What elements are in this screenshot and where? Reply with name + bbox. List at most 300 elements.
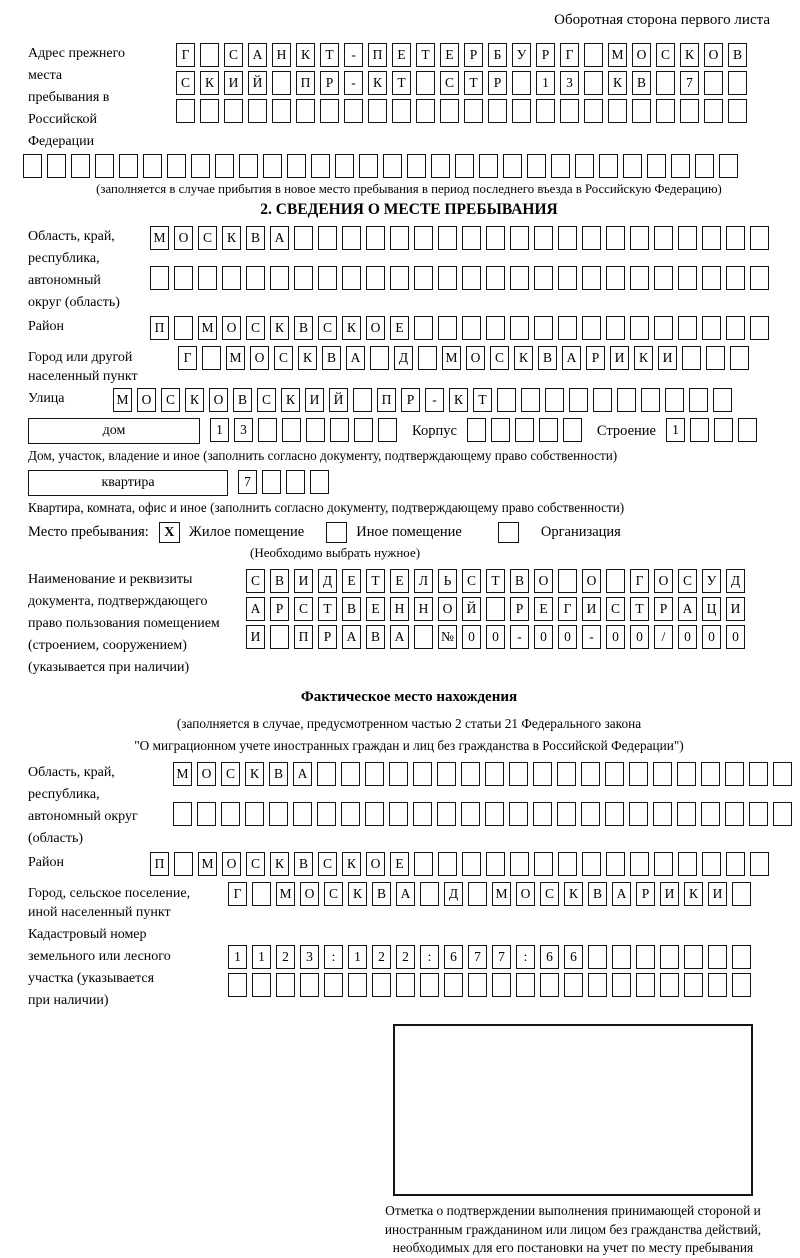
kadastr-row2: [228, 973, 790, 997]
form-cell: И: [660, 882, 679, 906]
s2-gorod-row: [28, 346, 790, 386]
form-cell: Н: [272, 43, 291, 67]
prev-address-rows: [176, 43, 790, 127]
form-cell: В: [366, 625, 385, 649]
form-cell: Г: [178, 346, 197, 370]
form-cell: [654, 852, 673, 876]
form-cell: [330, 418, 349, 442]
form-cell: [684, 973, 703, 997]
fact-gorod-cells: [228, 882, 756, 906]
form-cell: И: [726, 597, 745, 621]
form-cell: [510, 852, 529, 876]
form-cell: У: [512, 43, 531, 67]
form-cell: [678, 266, 697, 290]
form-cell: И: [708, 882, 727, 906]
form-cell: Е: [366, 597, 385, 621]
form-cell: С: [294, 597, 313, 621]
fact-oblast-label: Область, край, республика, автономный округ (область): [28, 765, 138, 846]
form-cell: [270, 625, 289, 649]
form-cell: М: [198, 852, 217, 876]
form-cell: [606, 316, 625, 340]
form-cell: [558, 316, 577, 340]
form-cell: [272, 99, 291, 123]
form-cell: [653, 802, 672, 826]
form-cell: М: [198, 316, 217, 340]
form-cell: В: [246, 226, 265, 250]
form-cell: [682, 346, 701, 370]
form-cell: [318, 266, 337, 290]
form-cell: [545, 388, 564, 412]
form-cell: [198, 266, 217, 290]
form-cell: [551, 154, 570, 178]
form-cell: [485, 802, 504, 826]
form-cell: 6: [564, 945, 583, 969]
form-cell: [726, 226, 745, 250]
form-cell: П: [150, 852, 169, 876]
form-cell: [515, 418, 534, 442]
form-cell: [558, 569, 577, 593]
form-cell: [167, 154, 186, 178]
form-cell: [593, 388, 612, 412]
form-cell: [569, 388, 588, 412]
form-cell: [660, 945, 679, 969]
form-cell: [750, 266, 769, 290]
form-cell: [630, 852, 649, 876]
form-cell: [270, 266, 289, 290]
form-cell: [464, 99, 483, 123]
form-cell: [684, 945, 703, 969]
form-cell: [455, 154, 474, 178]
form-cell: [632, 99, 651, 123]
form-cell: [341, 802, 360, 826]
form-cell: [630, 266, 649, 290]
s2-raion-label: Район: [28, 319, 64, 334]
form-cell: [239, 154, 258, 178]
form-cell: [370, 346, 389, 370]
form-cell: [706, 346, 725, 370]
form-cell: 1: [210, 418, 229, 442]
form-cell: [558, 852, 577, 876]
form-cell: [536, 99, 555, 123]
fact-oblast-rows: [173, 762, 797, 830]
form-cell: В: [322, 346, 341, 370]
form-cell: [617, 388, 636, 412]
form-cell: И: [294, 569, 313, 593]
form-cell: 0: [462, 625, 481, 649]
form-cell: :: [516, 945, 535, 969]
form-cell: [582, 852, 601, 876]
document-label: Наименование и реквизиты документа, подтверждающего право пользования помещением (строением, сооружением) (указывается при наличии): [28, 572, 220, 675]
form-cell: [728, 71, 747, 95]
form-cell: К: [564, 882, 583, 906]
form-cell: 3: [234, 418, 253, 442]
section2-title: 2. СВЕДЕНИЯ О МЕСТЕ ПРЕБЫВАНИЯ: [260, 201, 558, 218]
form-cell: [689, 388, 708, 412]
form-cell: [215, 154, 234, 178]
kadastr-rows: [228, 924, 790, 1001]
form-cell: [708, 945, 727, 969]
form-cell: Т: [630, 597, 649, 621]
form-cell: Е: [392, 43, 411, 67]
form-cell: [320, 99, 339, 123]
stroenie-cells: [666, 418, 762, 442]
form-cell: [701, 762, 720, 786]
form-cell: Р: [270, 597, 289, 621]
form-cell: К: [245, 762, 264, 786]
form-cell: [654, 226, 673, 250]
form-cell: [486, 266, 505, 290]
form-cell: 1: [348, 945, 367, 969]
form-cell: [176, 99, 195, 123]
form-cell: [702, 226, 721, 250]
form-cell: [510, 266, 529, 290]
form-cell: С: [176, 71, 195, 95]
document-rows: [246, 569, 790, 653]
form-cell: [557, 802, 576, 826]
residence-option-org-label: Организация: [540, 524, 621, 540]
fact-raion-label: Район: [28, 855, 64, 870]
form-cell: -: [582, 625, 601, 649]
form-cell: С: [246, 569, 265, 593]
form-cell: К: [368, 71, 387, 95]
form-cell: [200, 99, 219, 123]
form-cell: [584, 99, 603, 123]
form-cell: [773, 802, 792, 826]
form-cell: [468, 882, 487, 906]
form-cell: [497, 388, 516, 412]
residence-type-row: [28, 522, 790, 543]
form-cell: Т: [366, 569, 385, 593]
form-cell: [534, 852, 553, 876]
form-cell: [605, 802, 624, 826]
form-cell: И: [610, 346, 629, 370]
form-cell: [414, 266, 433, 290]
form-cell: [612, 973, 631, 997]
form-cell: Б: [488, 43, 507, 67]
form-cell: Е: [390, 852, 409, 876]
form-cell: [730, 346, 749, 370]
form-cell: [143, 154, 162, 178]
form-cell: В: [632, 71, 651, 95]
kvartira-box: квартира: [28, 470, 228, 496]
form-cell: Е: [440, 43, 459, 67]
form-cell: [534, 266, 553, 290]
form-cell: [224, 99, 243, 123]
form-cell: [378, 418, 397, 442]
form-cell: [366, 226, 385, 250]
form-cell: В: [588, 882, 607, 906]
registration-stamp-box: [393, 1024, 753, 1196]
form-cell: С: [440, 71, 459, 95]
form-cell: [348, 973, 367, 997]
form-cell: Р: [318, 625, 337, 649]
form-cell: [599, 154, 618, 178]
form-cell: [269, 802, 288, 826]
form-cell: О: [300, 882, 319, 906]
form-cell: [461, 802, 480, 826]
form-cell: [641, 388, 660, 412]
residence-type-note: (Необходимо выбрать нужное): [250, 545, 421, 560]
form-cell: [413, 762, 432, 786]
form-cell: 6: [444, 945, 463, 969]
form-cell: [732, 882, 751, 906]
form-cell: С: [274, 346, 293, 370]
form-cell: С: [198, 226, 217, 250]
residence-type-label: Место пребывания:: [28, 524, 149, 540]
form-cell: :: [420, 945, 439, 969]
form-cell: 7: [238, 470, 257, 494]
form-cell: И: [246, 625, 265, 649]
form-cell: [174, 316, 193, 340]
form-cell: А: [612, 882, 631, 906]
form-cell: К: [342, 852, 361, 876]
form-cell: [119, 154, 138, 178]
form-cell: [584, 43, 603, 67]
form-cell: Е: [390, 316, 409, 340]
s2-oblast-label: Область, край, республика, автономный округ (область): [28, 229, 120, 310]
form-cell: 0: [726, 625, 745, 649]
form-cell: А: [246, 597, 265, 621]
form-cell: С: [224, 43, 243, 67]
form-cell: К: [298, 346, 317, 370]
form-cell: [485, 762, 504, 786]
form-cell: М: [276, 882, 295, 906]
form-cell: Г: [558, 597, 577, 621]
form-cell: [732, 945, 751, 969]
form-cell: [414, 316, 433, 340]
form-cell: [588, 945, 607, 969]
form-cell: И: [582, 597, 601, 621]
form-cell: С: [161, 388, 180, 412]
form-cell: [372, 973, 391, 997]
residence-option-inoe-checkbox: [326, 522, 347, 543]
form-cell: К: [185, 388, 204, 412]
form-cell: [389, 802, 408, 826]
form-cell: [636, 945, 655, 969]
form-cell: [418, 346, 437, 370]
form-cell: [479, 154, 498, 178]
s2-raion-cells: [150, 316, 774, 340]
form-cell: И: [305, 388, 324, 412]
form-cell: П: [150, 316, 169, 340]
form-cell: Н: [390, 597, 409, 621]
form-cell: [509, 762, 528, 786]
form-cell: [318, 226, 337, 250]
form-cell: Г: [630, 569, 649, 593]
form-cell: 1: [666, 418, 685, 442]
form-cell: [606, 266, 625, 290]
form-cell: М: [150, 226, 169, 250]
form-cell: [245, 802, 264, 826]
form-cell: С: [656, 43, 675, 67]
form-cell: 0: [702, 625, 721, 649]
form-cell: О: [209, 388, 228, 412]
form-cell: Т: [318, 597, 337, 621]
form-cell: [582, 316, 601, 340]
form-cell: [390, 226, 409, 250]
form-cell: [413, 802, 432, 826]
form-cell: [563, 418, 582, 442]
form-cell: Т: [416, 43, 435, 67]
form-cell: С: [462, 569, 481, 593]
form-cell: [414, 852, 433, 876]
fact-oblast-row1: [173, 762, 797, 786]
form-cell: [656, 71, 675, 95]
form-cell: [534, 226, 553, 250]
form-cell: О: [438, 597, 457, 621]
form-cell: Д: [726, 569, 745, 593]
form-cell: [702, 266, 721, 290]
form-cell: [317, 802, 336, 826]
form-cell: [653, 762, 672, 786]
form-cell: [608, 99, 627, 123]
form-cell: Л: [414, 569, 433, 593]
form-cell: А: [396, 882, 415, 906]
prev-address-row2: [176, 71, 790, 95]
form-cell: В: [728, 43, 747, 67]
form-cell: [462, 852, 481, 876]
form-cell: [702, 316, 721, 340]
form-cell: [534, 316, 553, 340]
form-cell: [365, 802, 384, 826]
form-cell: [197, 802, 216, 826]
form-cell: К: [270, 316, 289, 340]
form-cell: [366, 266, 385, 290]
form-cell: [390, 266, 409, 290]
form-cell: Т: [320, 43, 339, 67]
form-cell: [701, 802, 720, 826]
form-cell: В: [510, 569, 529, 593]
prev-address-row3: [176, 99, 790, 123]
s2-ulitsa-cells: [113, 388, 737, 412]
form-cell: [276, 973, 295, 997]
form-cell: О: [366, 316, 385, 340]
form-cell: С: [246, 852, 265, 876]
form-cell: [516, 973, 535, 997]
form-cell: [440, 99, 459, 123]
form-cell: [438, 266, 457, 290]
form-cell: В: [269, 762, 288, 786]
form-cell: С: [318, 316, 337, 340]
form-cell: Д: [318, 569, 337, 593]
form-cell: Е: [534, 597, 553, 621]
form-cell: С: [540, 882, 559, 906]
form-cell: [174, 852, 193, 876]
dom-cells: [210, 418, 402, 442]
form-cell: 0: [606, 625, 625, 649]
form-cell: [23, 154, 42, 178]
form-cell: [293, 802, 312, 826]
form-cell: [437, 762, 456, 786]
form-cell: [533, 802, 552, 826]
form-cell: [750, 316, 769, 340]
document-row2: [246, 597, 790, 621]
form-cell: В: [233, 388, 252, 412]
form-cell: [444, 973, 463, 997]
dom-box: дом: [28, 418, 200, 444]
form-cell: [221, 802, 240, 826]
form-cell: С: [678, 569, 697, 593]
form-cell: [438, 226, 457, 250]
form-cell: [407, 154, 426, 178]
stroenie-label: Строение: [596, 423, 656, 439]
form-cell: А: [562, 346, 581, 370]
form-cell: [678, 226, 697, 250]
form-cell: К: [342, 316, 361, 340]
form-cell: Н: [414, 597, 433, 621]
form-cell: [728, 99, 747, 123]
form-cell: [678, 852, 697, 876]
form-cell: П: [296, 71, 315, 95]
form-cell: 7: [468, 945, 487, 969]
form-cell: А: [270, 226, 289, 250]
form-cell: -: [510, 625, 529, 649]
form-cell: О: [366, 852, 385, 876]
form-cell: [461, 762, 480, 786]
form-cell: О: [654, 569, 673, 593]
form-cell: Р: [320, 71, 339, 95]
form-cell: 7: [492, 945, 511, 969]
form-cell: [630, 316, 649, 340]
form-cell: [252, 882, 271, 906]
form-cell: [605, 762, 624, 786]
form-cell: [95, 154, 114, 178]
form-cell: [392, 99, 411, 123]
form-cell: Ц: [702, 597, 721, 621]
s2-oblast-block: [28, 226, 790, 314]
form-cell: [486, 316, 505, 340]
form-cell: -: [425, 388, 444, 412]
form-cell: [702, 852, 721, 876]
form-cell: [665, 388, 684, 412]
document-row3: [246, 625, 790, 649]
form-cell: [750, 226, 769, 250]
form-cell: С: [324, 882, 343, 906]
form-cell: А: [293, 762, 312, 786]
form-cell: [420, 973, 439, 997]
form-cell: [491, 418, 510, 442]
form-cell: [462, 226, 481, 250]
form-cell: [246, 266, 265, 290]
form-cell: [527, 154, 546, 178]
form-cell: [654, 316, 673, 340]
form-cell: М: [173, 762, 192, 786]
form-cell: О: [174, 226, 193, 250]
form-cell: Й: [248, 71, 267, 95]
form-cell: Т: [392, 71, 411, 95]
form-cell: [725, 762, 744, 786]
form-cell: 2: [372, 945, 391, 969]
s2-dom-row: [28, 418, 790, 446]
form-cell: К: [449, 388, 468, 412]
form-cell: Ь: [438, 569, 457, 593]
form-cell: [310, 470, 329, 494]
form-cell: Т: [486, 569, 505, 593]
form-cell: [416, 71, 435, 95]
form-cell: [306, 418, 325, 442]
kvartira-caption: Квартира, комната, офис и иное (заполнить согласно документу, подтверждающему право собственности): [28, 500, 625, 515]
prev-address-label: Адрес прежнего места пребывания в Российской Федерации: [28, 46, 125, 149]
form-cell: [287, 154, 306, 178]
form-cell: [174, 266, 193, 290]
form-cell: -: [344, 43, 363, 67]
form-cell: К: [680, 43, 699, 67]
form-cell: И: [224, 71, 243, 95]
form-cell: О: [516, 882, 535, 906]
form-cell: К: [684, 882, 703, 906]
s2-kvartira-row: [28, 470, 790, 498]
form-cell: 2: [396, 945, 415, 969]
